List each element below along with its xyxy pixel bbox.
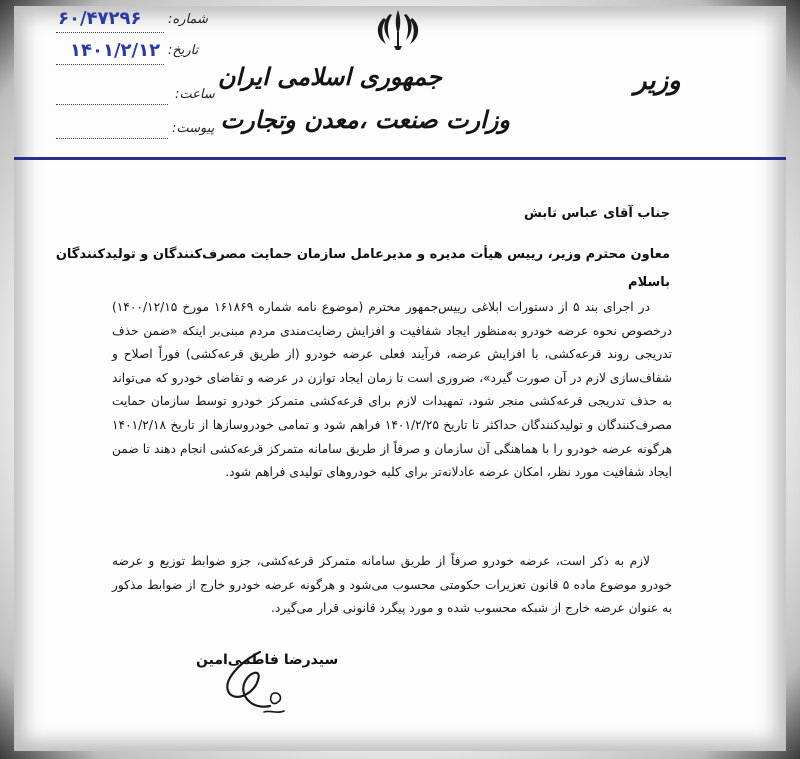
- header-minister-label: وزیر: [634, 66, 681, 96]
- recipient-title: معاون محترم وزیر، رییس هیأت مدیره و مدیرعامل سازمان حمایت مصرف‌کنندگان و تولیدکنندگان: [55, 247, 670, 262]
- time-dots: [56, 104, 168, 105]
- signatory-name: سیدرضا فاطمی‌امین: [196, 652, 339, 668]
- attachment-label: پیوست:: [172, 121, 215, 136]
- number-dots: [56, 32, 164, 33]
- handwritten-signature-icon: [160, 632, 310, 722]
- header-ministry: وزارت صنعت ،معدن وتجارت: [220, 105, 510, 134]
- paragraph-2: لازم به ذکر است، عرضه خودرو صرفاً از طریق سامانه متمرکز قرعه‌کشی، جزو ضوابط توزیع و عرضه خودرو موضوع ماده ۵ قانون تعزیرات حکومتی محسوب می‌شود و هرگونه عرضه خودرو خارج از ضوابط مذکور به عنوان عرضه خارج از شبکه محسوب شده و مورد پیگرد قانونی قرار می‌گیرد.: [112, 554, 672, 616]
- date-dots: [56, 64, 164, 65]
- paragraph-1: در اجرای بند ۵ از دستورات ابلاغی رییس‌جمهور محترم (موضوع نامه شماره ۱۶۱۸۶۹ مورخ ۱۴۰۰/۱۲/۱۵) درخصوص نحوه عرضه خودرو به‌منظور ایجاد شفافیت و افزایش رضایت‌مندی مردم مبنی‌بر اینکه «ضمن حذف تدریجی روند قرعه‌کشی، با افزایش عرضه، فرآیند فعلی عرضه خودرو (از طریق قرعه‌کشی) فوراً اصلاح و شفاف‌سازی لازم در آن صورت گیرد»، ضروری است تا زمان ایجاد توازن در عرضه و تقاضای خودرو که می‌تواند به حذف تدریجی قرعه‌کشی منجر شود، تمهیدات لازم برای قرعه‌کشی متمرکز خودرو توسط سازمان حمایت مصرف‌کنندگان و تولیدکنندگان حداکثر تا تاریخ ۱۴۰۱/۲/۲۵ فراهم شود و تمامی خودروسازها از تاریخ ۱۴۰۱/۲/۱۸ هرگونه عرضه خودرو را با هماهنگی آن سازمان و صرفاً از طریق سامانه متمرکز قرعه‌کشی انجام دهند تا ضمن ایجاد شفافیت مورد نظر، امکان عرضه عادلانه‌تر برای کلیه خودروهای تولیدی فراهم شود.: [112, 300, 672, 480]
- number-label: شماره:: [168, 12, 208, 27]
- iran-emblem-icon: [368, 6, 428, 54]
- recipient-name: جناب آقای عباس تابش: [524, 206, 670, 221]
- attachment-dots: [56, 138, 168, 139]
- header-rule: [14, 157, 786, 160]
- greeting: باسلام: [628, 275, 670, 290]
- number-value: ۶۰/۴۷۲۹۶: [58, 8, 142, 29]
- date-label: تاریخ:: [168, 43, 199, 58]
- header-country: جمهوری اسلامی ایران: [217, 62, 442, 91]
- time-label: ساعت:: [175, 87, 215, 102]
- date-value: ۱۴۰۱/۲/۱۲: [70, 40, 161, 61]
